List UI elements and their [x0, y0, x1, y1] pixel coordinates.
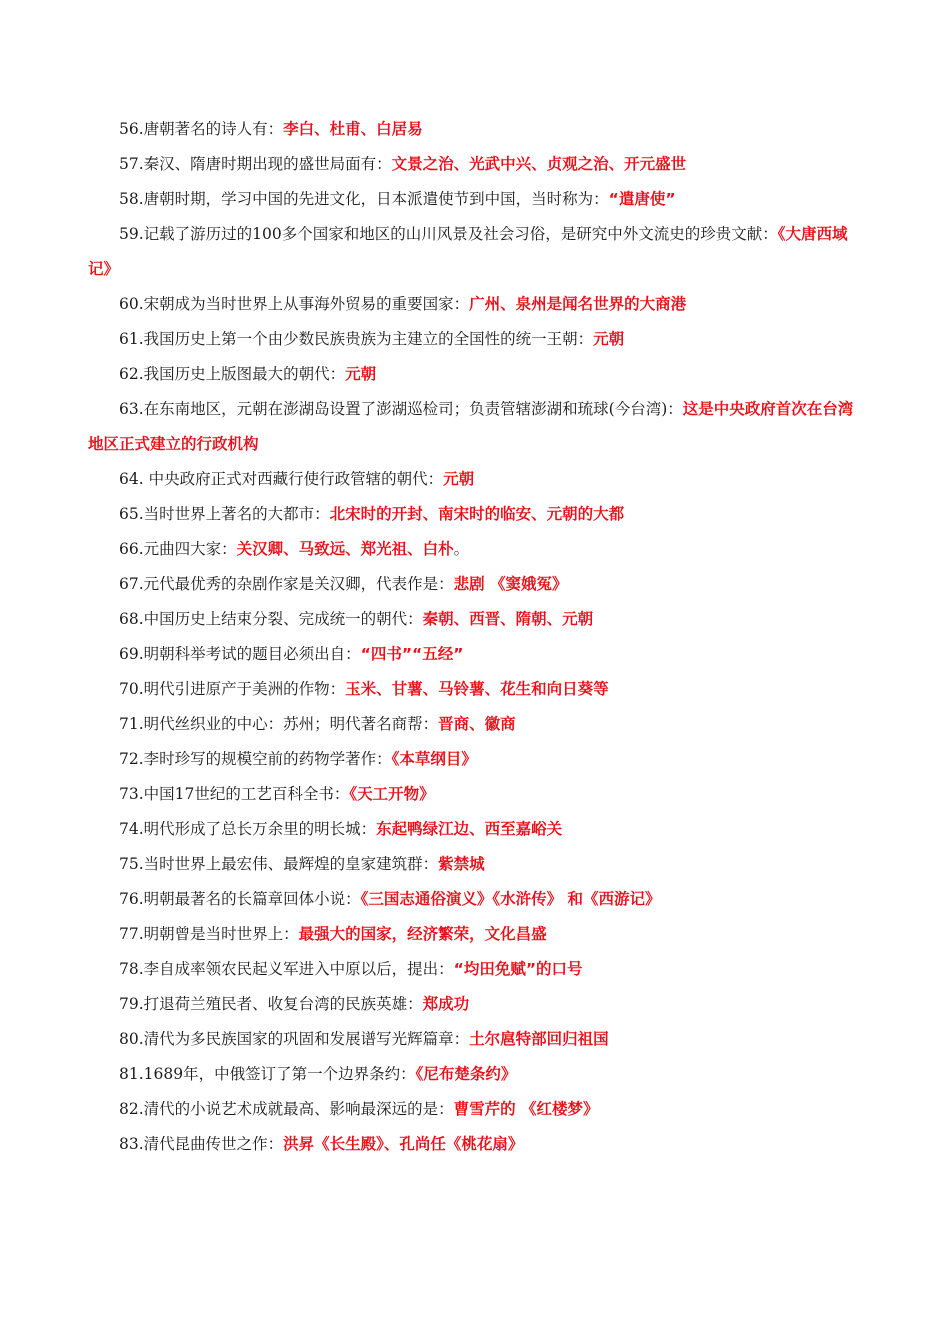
item-78: [88, 952, 868, 987]
item-question: 74.明代形成了总长万余里的明长城：: [119, 820, 377, 838]
item-question: 77.明朝曾是当时世界上：: [119, 925, 299, 943]
item-question: 59.记载了游历过的100多个国家和地区的山川风景及社会习俗，是研究中外文流史的珍贵文献：: [119, 225, 778, 243]
item-answer: 李白、杜甫、白居易: [283, 120, 423, 138]
item-question: 72.李时珍写的规模空前的药物学著作：: [119, 750, 392, 768]
item-answer: 紫禁城: [438, 855, 485, 873]
item-question: 83.清代昆曲传世之作：: [119, 1135, 284, 1153]
item-answer: 元朝: [593, 330, 625, 348]
item-question: 79.打退荷兰殖民者、收复台湾的民族英雄：: [119, 995, 423, 1013]
item-answer: 北宋时的开封、南宋时的临安、元朝的大都: [329, 505, 625, 523]
item-question: 56.唐朝著名的诗人有：: [119, 120, 284, 138]
item-question: 61.我国历史上第一个由少数民族贵族为主建立的全国性的统一王朝：: [119, 330, 594, 348]
item-75: [88, 847, 868, 882]
item-59: [88, 217, 868, 287]
item-63: [88, 392, 868, 462]
item-answer: 《大唐西域记》: [88, 225, 848, 278]
item-question: 62.我国历史上版图最大的朝代：: [119, 365, 346, 383]
item-77: [88, 917, 868, 952]
item-question: 60.宋朝成为当时世界上从事海外贸易的重要国家：: [119, 295, 470, 313]
item-answer: 元朝: [345, 365, 377, 383]
item-72: [88, 742, 868, 777]
item-answer: 最强大的国家，经济繁荣，文化昌盛: [298, 925, 547, 943]
item-answer: 《三国志通俗演义》《水浒传》 和《西游记》: [360, 890, 661, 908]
item-66: [88, 532, 868, 567]
item-question: 71.明代丝织业的中心：苏州；明代著名商帮：: [119, 715, 439, 733]
item-answer: “遣唐使”: [608, 190, 676, 208]
item-question: 80.清代为多民族国家的巩固和发展谱写光辉篇章：: [119, 1030, 470, 1048]
item-67: [88, 567, 868, 602]
item-question: 63.在东南地区，元朝在澎湖岛设置了澎湖巡检司；负责管辖澎湖和琉球(今台湾)：: [119, 400, 683, 418]
item-58: [88, 182, 868, 217]
item-answer: 《尼布楚条约》: [415, 1065, 517, 1083]
item-question: 65.当时世界上著名的大都市：: [119, 505, 330, 523]
item-question: 69.明朝科举考试的题目必须出自：: [119, 645, 361, 663]
item-question: 67.元代最优秀的杂剧作家是关汉卿，代表作是：: [119, 575, 454, 593]
item-answer: 晋商、徽商: [438, 715, 516, 733]
item-57: [88, 147, 868, 182]
item-answer: 悲剧 《窦娥冤》: [453, 575, 568, 593]
item-answer: 文景之治、光武中兴、贞观之治、开元盛世: [391, 155, 687, 173]
item-question: 66.元曲四大家：: [119, 540, 237, 558]
item-question: 64. 中央政府正式对西藏行使行政管辖的朝代：: [119, 470, 444, 488]
item-answer: 秦朝、西晋、隋朝、元朝: [422, 610, 594, 628]
item-61: [88, 322, 868, 357]
item-74: [88, 812, 868, 847]
item-question: 78.李自成率领农民起义军进入中原以后，提出：: [119, 960, 454, 978]
item-80: [88, 1022, 868, 1057]
item-question: 70.明代引进原产于美洲的作物：: [119, 680, 346, 698]
item-73: [88, 777, 868, 812]
item-answer: 《天工开物》: [349, 785, 435, 803]
item-answer: 这是中央政府首次在台湾地区正式建立的行政机构: [88, 400, 854, 453]
item-question: 68.中国历史上结束分裂、完成统一的朝代：: [119, 610, 423, 628]
item-question: 82.清代的小说艺术成就最高、影响最深远的是：: [119, 1100, 454, 1118]
item-answer: 关汉卿、马致远、郑光祖、白朴: [236, 540, 454, 558]
item-76: [88, 882, 868, 917]
item-question: 57.秦汉、隋唐时期出现的盛世局面有：: [119, 155, 392, 173]
item-answer: “四书”“五经”: [360, 645, 464, 663]
item-82: [88, 1092, 868, 1127]
item-60: [88, 287, 868, 322]
item-62: [88, 357, 868, 392]
item-answer: 玉米、甘薯、马铃薯、花生和向日葵等: [345, 680, 609, 698]
item-68: [88, 602, 868, 637]
item-answer: 曹雪芹的 《红楼梦》: [453, 1100, 599, 1118]
item-question: 81.1689年，中俄签订了第一个边界条约：: [119, 1065, 416, 1083]
item-question: 76.明朝最著名的长篇章回体小说：: [119, 890, 361, 908]
item-answer: 郑成功: [422, 995, 470, 1013]
item-71: [88, 707, 868, 742]
item-answer: 元朝: [443, 470, 475, 488]
item-question: 75.当时世界上最宏伟、最辉煌的皇家建筑群：: [119, 855, 439, 873]
item-79: [88, 987, 868, 1022]
item-81: [88, 1057, 868, 1092]
item-69: [88, 637, 868, 672]
item-answer: 广州、泉州是闻名世界的大商港: [469, 295, 687, 313]
item-answer: 《本草纲目》: [391, 750, 477, 768]
item-question: 73.中国17世纪的工艺百科全书：: [119, 785, 350, 803]
item-83: [88, 1127, 868, 1162]
item-answer: “均田免赋”的口号: [453, 960, 583, 978]
item-tail: 。: [453, 540, 470, 558]
item-question: 58.唐朝时期，学习中国的先进文化，日本派遣使节到中国，当时称为：: [119, 190, 609, 208]
item-65: [88, 497, 868, 532]
document-page: [88, 112, 868, 1162]
item-64: [88, 462, 868, 497]
item-70: [88, 672, 868, 707]
item-answer: 东起鸭绿江边、西至嘉峪关: [376, 820, 563, 838]
item-answer: 洪昇《长生殿》、孔尚任《桃花扇》: [283, 1135, 524, 1153]
item-56: [88, 112, 868, 147]
item-answer: 土尔扈特部回归祖国: [469, 1030, 609, 1048]
